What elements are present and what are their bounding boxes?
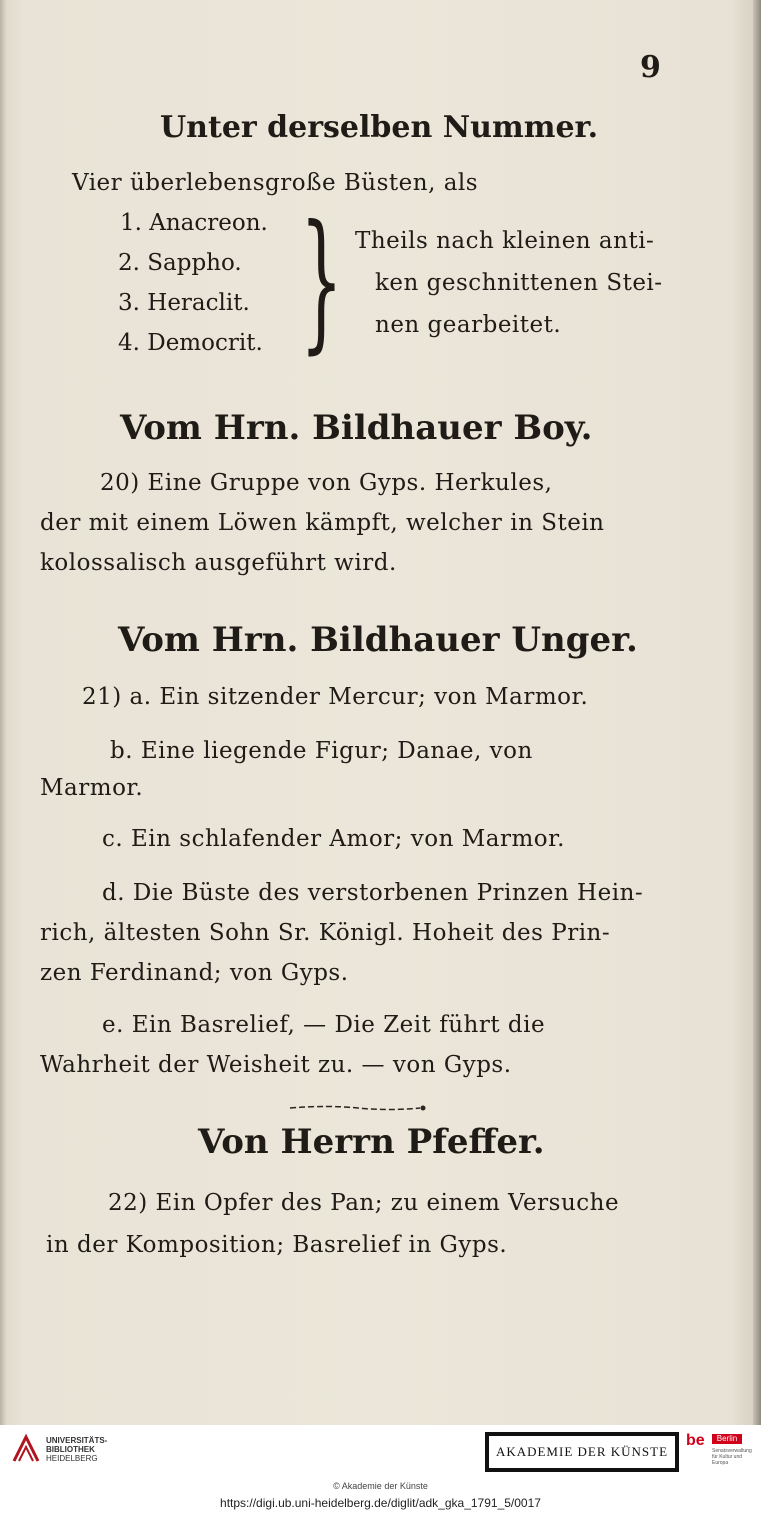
bust-item-1: 1. Anacreon. xyxy=(120,210,268,236)
page-fold-shadow xyxy=(0,0,6,1425)
entry-21a-line: 21) a. Ein sitzender Mercur; von Marmor. xyxy=(82,684,589,710)
university-library-name xyxy=(46,1436,107,1463)
entry-21d-line-2: rich, ältesten Sohn Sr. Königl. Hoheit des Prin- xyxy=(40,920,611,946)
entry-21b-line-2: Marmor. xyxy=(40,775,144,801)
entry-20-line-1: 20) Eine Gruppe von Gyps. Herkules, xyxy=(100,470,553,496)
entry-21b-line-1: b. Eine liegende Figur; Danae, von xyxy=(110,738,533,764)
section-heading-2: Vom Hrn. Bildhauer Boy. xyxy=(120,408,593,448)
entry-22-line-1: 22) Ein Opfer des Pan; zu einem Versuche xyxy=(108,1190,620,1216)
bust-item-2: 2. Sappho. xyxy=(118,250,242,276)
page-number: 9 xyxy=(640,50,661,85)
library-line-1: UNIVERSITÄTS- xyxy=(46,1436,108,1445)
section-heading-1: Unter derselben Nummer. xyxy=(160,110,599,145)
entry-20-line-3: kolossalisch ausgeführt wird. xyxy=(40,550,397,576)
copyright-notice: © Akademie der Künste xyxy=(333,1481,428,1491)
berlin-senate-logo[interactable] xyxy=(686,1432,756,1474)
entry-22-line-2: in der Komposition; Basrelief in Gyps. xyxy=(46,1232,508,1258)
entry-21e-line-2: Wahrheit der Weisheit zu. — von Gyps. xyxy=(40,1052,512,1078)
library-line-3: HEIDELBERG xyxy=(46,1454,98,1463)
academy-logo-text: AKADEMIE DER KÜNSTE xyxy=(489,1436,675,1468)
bust-item-4: 4. Democrit. xyxy=(118,330,263,356)
section-heading-3: Vom Hrn. Bildhauer Unger. xyxy=(118,620,638,660)
section-1-intro: Vier überlebensgroße Büsten, als xyxy=(72,170,479,196)
entry-21e-line-1: e. Ein Basrelief, — Die Zeit führt die xyxy=(102,1012,546,1038)
entry-21d-line-3: zen Ferdinand; von Gyps. xyxy=(40,960,349,986)
academy-logo[interactable] xyxy=(485,1432,679,1472)
section-heading-4: Von Herrn Pfeffer. xyxy=(198,1122,545,1162)
library-line-2: BIBLIOTHEK xyxy=(46,1445,95,1454)
bust-note-line-1: Theils nach kleinen anti- xyxy=(355,228,655,254)
section-divider-ornament xyxy=(288,1104,428,1112)
entry-20-line-2: der mit einem Löwen kämpft, welcher in Stein xyxy=(40,510,605,536)
berlin-logo-subtitle: Senatsverwaltung für Kultur und Europa xyxy=(712,1448,752,1466)
berlin-logo-badge: Berlin xyxy=(712,1434,742,1444)
berlin-logo-prefix: be xyxy=(686,1432,705,1449)
curly-brace: } xyxy=(300,194,343,368)
bust-item-3: 3. Heraclit. xyxy=(118,290,250,316)
entry-21d-line-1: d. Die Büste des verstorbenen Prinzen Hein- xyxy=(102,880,644,906)
permalink-url[interactable]: https://digi.ub.uni-heidelberg.de/diglit/adk_gka_1791_5/0017 xyxy=(220,1496,541,1510)
bust-note-line-2: ken geschnittenen Stei- xyxy=(375,270,663,296)
bust-note-line-3: nen gearbeitet. xyxy=(375,312,562,338)
university-library-logo-icon xyxy=(10,1433,42,1465)
entry-21c-line: c. Ein schlafender Amor; von Marmor. xyxy=(102,826,565,852)
